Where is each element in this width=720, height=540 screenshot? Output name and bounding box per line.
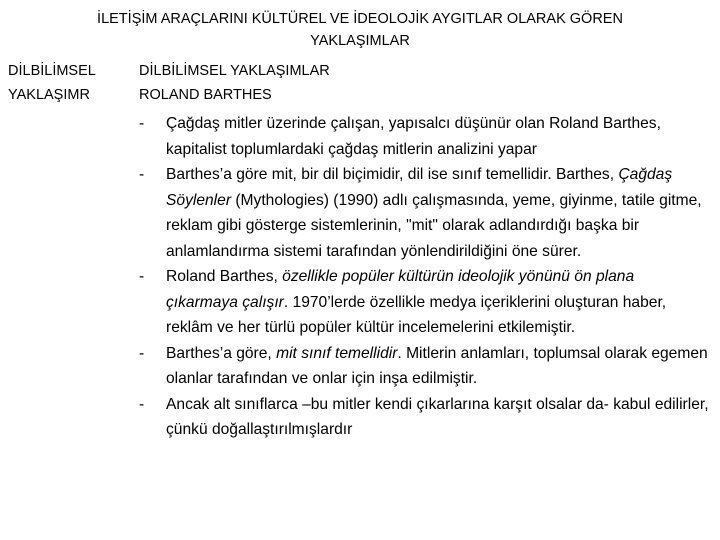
bullet-dash: - (139, 395, 145, 413)
bullet-text-part: (Mythologies) (1990) adlı çalışmasında, yeme, giyinme, tatile gitme, reklam gibi gösterge sistemlerinin, "mit" olarak adlandırdığı başka bir anlamlandırma sistemi tarafından yönlendirildiğini öne sürer. (166, 191, 702, 260)
section-label-line-2: YAKLAŞIMR (8, 87, 90, 103)
bullet-dash: - (139, 166, 145, 183)
bullet-item (139, 341, 709, 392)
bullet-dash: - (139, 268, 145, 285)
bullet-text-part: Çağdaş mitler üzerinde çalışan, yapısalcı düşünür olan Roland Barthes, kapitalist toplumlardaki çağdaş mitlerin analizini yapar (166, 115, 661, 158)
slide-title-line-2: YAKLAŞIMLAR (310, 33, 410, 49)
bullet-item (139, 111, 709, 162)
bullet-item (139, 264, 709, 341)
section-label (8, 59, 96, 107)
bullet-text (166, 392, 709, 443)
bullet-text (166, 162, 709, 264)
content-heading-line-1: DİLBİLİMSEL YAKLAŞIMLAR (139, 63, 330, 79)
bullet-text-part: . 1970’lerde özellikle medya içeriklerini oluşturan haber, reklâm ve her türlü popüler kültür incelemelerini etkilemiştir. (166, 293, 667, 336)
bullet-item (139, 392, 709, 443)
slide-title (60, 8, 660, 52)
bullet-dash: - (139, 344, 145, 362)
bullet-text (166, 111, 709, 162)
bullet-list (139, 111, 709, 443)
bullet-text (166, 341, 709, 392)
book-title-emphasis: Çağdaş Söylenler (166, 166, 673, 209)
section-label-line-1: DİLBİLİMSEL (8, 63, 96, 79)
bullet-text-part: Roland Barthes, (166, 268, 283, 285)
bullet-text-part: Barthes’a göre mit, bir dil biçimidir, dil ise sınıf temellidir. Barthes, (166, 166, 619, 183)
slide-title-line-1: İLETİŞİM ARAÇLARINI KÜLTÜREL VE İDEOLOJİK AYGITLAR OLARAK GÖREN (97, 11, 623, 27)
bullet-text (166, 264, 709, 341)
bullet-item (139, 162, 709, 264)
bullet-text-part: . Mitlerin anlamları, toplumsal olarak egemen olanlar tarafından ve onlar için inşa edilmiştir. (166, 344, 708, 387)
bullet-text-part: Barthes’a göre, (166, 344, 277, 362)
emphasis-text: özellikle popüler kültürün ideolojik yönünü ön plana çıkarmaya çalışır (166, 268, 635, 311)
content-heading-line-2: ROLAND BARTHES (139, 87, 272, 103)
content-heading (139, 59, 330, 107)
bullet-text-part: Ancak alt sınıflarca –bu mitler kendi çıkarlarına karşıt olsalar da- kabul edilirler, çünkü doğallaştırılmışlardır (166, 395, 709, 438)
bullet-dash: - (139, 115, 145, 132)
emphasis-text: mit sınıf temellidir (276, 344, 398, 362)
